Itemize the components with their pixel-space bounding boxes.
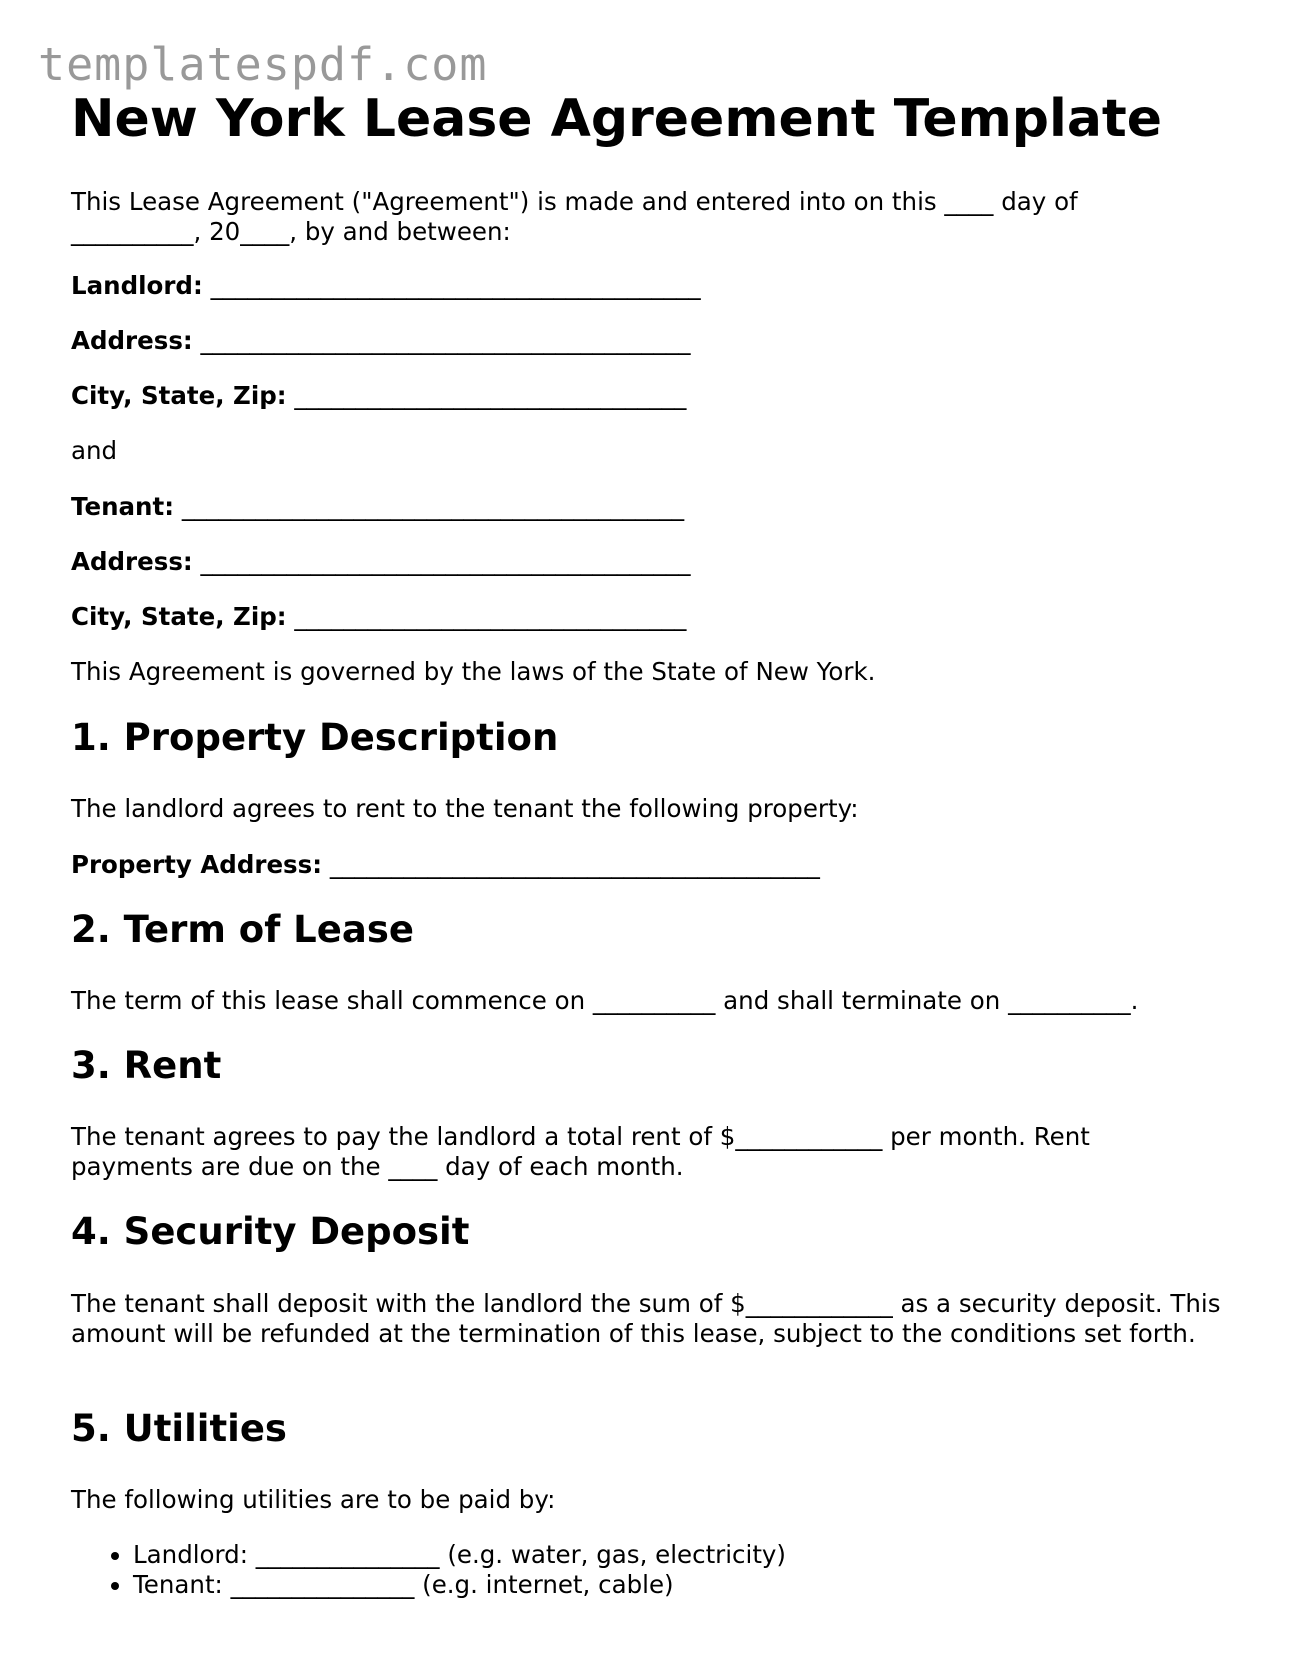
landlord-city-blank: ________________________________ xyxy=(294,381,687,410)
property-paragraph: The landlord agrees to rent to the tenant the following property: xyxy=(71,794,859,823)
security-deposit-paragraph: The tenant shall deposit with the landlord the sum of $____________ as a security deposit. This amount will be refunded at the termination of this lease, subject to the conditions set forth. xyxy=(71,1289,1221,1348)
utilities-paragraph: The following utilities are to be paid by: xyxy=(71,1485,556,1514)
tenant-address-blank: ________________________________________ xyxy=(200,547,691,576)
tenant-address-field xyxy=(71,547,691,577)
and-text: and xyxy=(71,436,118,465)
watermark-text: templatespdf.com xyxy=(38,38,488,91)
landlord-city-field xyxy=(71,381,686,411)
section-heading-security-deposit: 4. Security Deposit xyxy=(71,1210,470,1253)
landlord-city-label: City, State, Zip: xyxy=(71,381,287,410)
landlord-blank: ________________________________________ xyxy=(210,271,701,300)
property-address-label: Property Address: xyxy=(71,850,323,879)
utilities-list xyxy=(71,1540,786,1600)
section-heading-term: 2. Term of Lease xyxy=(71,908,414,951)
governing-law-text: This Agreement is governed by the laws of the State of New York. xyxy=(71,657,876,686)
list-item: • Landlord: _______________ (e.g. water, gas, electricity) xyxy=(133,1540,786,1570)
section-heading-property: 1. Property Description xyxy=(71,716,559,759)
list-item: • Tenant: _______________ (e.g. internet, cable) xyxy=(133,1570,786,1600)
section-heading-rent: 3. Rent xyxy=(71,1044,222,1087)
tenant-blank: _________________________________________ xyxy=(181,492,685,521)
document-title: New York Lease Agreement Template xyxy=(71,89,1163,149)
rent-paragraph: The tenant agrees to pay the landlord a total rent of $____________ per month. Rent payments are due on the ____ day of each month. xyxy=(71,1122,1090,1181)
tenant-city-label: City, State, Zip: xyxy=(71,602,287,631)
section-heading-utilities: 5. Utilities xyxy=(71,1407,287,1450)
property-address-blank: ________________________________________ xyxy=(329,850,820,879)
tenant-address-label: Address: xyxy=(71,547,193,576)
term-paragraph: The term of this lease shall commence on __________ and shall terminate on __________. xyxy=(71,986,1139,1015)
landlord-address-label: Address: xyxy=(71,326,193,355)
property-address-field xyxy=(71,850,820,880)
tenant-city-blank: ________________________________ xyxy=(294,602,687,631)
landlord-field xyxy=(71,271,701,301)
landlord-address-field xyxy=(71,326,691,356)
landlord-address-blank: ________________________________________ xyxy=(200,326,691,355)
tenant-field xyxy=(71,492,684,522)
intro-paragraph: This Lease Agreement ("Agreement") is made and entered into on this ____ day of __________, 20____, by and between: xyxy=(71,187,1078,246)
tenant-city-field xyxy=(71,602,686,632)
landlord-label: Landlord: xyxy=(71,271,203,300)
tenant-label: Tenant: xyxy=(71,492,175,521)
